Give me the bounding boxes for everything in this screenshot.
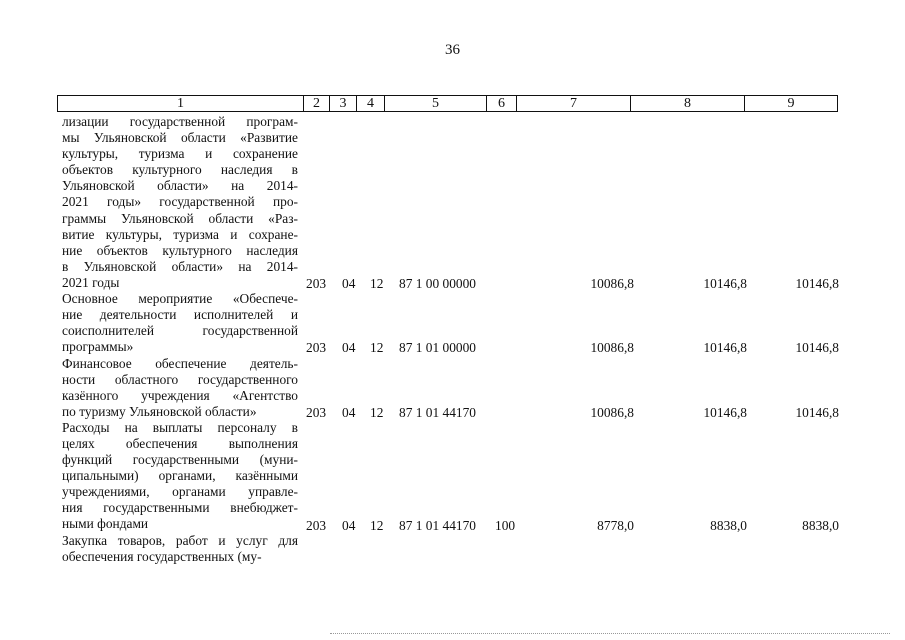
description-line: программы» bbox=[62, 339, 134, 355]
header-cell-4: 4 bbox=[357, 96, 385, 111]
cell-col-3: 04 bbox=[342, 276, 356, 291]
description-line: соисполнителей государственной bbox=[62, 323, 298, 339]
description-line: граммы Ульяновской области «Раз- bbox=[62, 210, 298, 226]
description-line: в Ульяновской области» на 2014- bbox=[62, 258, 298, 274]
description-line: Ульяновской области» на 2014- bbox=[62, 178, 298, 194]
cell-col-9: 8838,0 bbox=[802, 517, 839, 533]
header-cell-6: 6 bbox=[487, 96, 517, 111]
cell-col-2: 203 bbox=[306, 276, 327, 291]
cell-col-9: 10146,8 bbox=[795, 276, 839, 291]
cell-col-7: 10086,8 bbox=[590, 276, 634, 291]
cell-col-4: 12 bbox=[370, 404, 384, 420]
header-cell-5: 5 bbox=[385, 96, 487, 111]
row-description bbox=[62, 533, 298, 565]
description-line: функций государственными (муни- bbox=[62, 452, 298, 468]
description-line: целях обеспечения выполнения bbox=[62, 435, 298, 451]
cell-col-9: 10146,8 bbox=[795, 404, 839, 420]
cell-col-8: 8838,0 bbox=[710, 517, 747, 533]
description-line: Расходы на выплаты персоналу в bbox=[62, 419, 298, 435]
header-cell-8: 8 bbox=[631, 96, 745, 111]
description-line: ными фондами bbox=[62, 516, 149, 532]
description-line: Основное мероприятие «Обеспече- bbox=[62, 291, 298, 307]
description-line: лизации государственной програм- bbox=[62, 114, 298, 129]
cell-col-5: 87 1 01 00000 bbox=[399, 340, 476, 356]
cell-col-7: 10086,8 bbox=[590, 340, 634, 356]
description-line: мы Ульяновской области «Развитие bbox=[62, 130, 298, 146]
cell-col-5: 87 1 01 44170 bbox=[399, 404, 476, 420]
header-cell-1: 1 bbox=[58, 96, 304, 111]
description-line: по туризму Ульяновской области» bbox=[62, 403, 257, 419]
row-description bbox=[62, 420, 298, 533]
description-line: 2021 годы bbox=[62, 274, 120, 290]
cell-col-9: 10146,8 bbox=[795, 340, 839, 356]
cell-col-8: 10146,8 bbox=[703, 404, 747, 420]
description-line: ние деятельности исполнителей и bbox=[62, 307, 298, 323]
cell-col-5: 87 1 00 00000 bbox=[399, 276, 476, 291]
description-line: 2021 годы» государственной про- bbox=[62, 194, 298, 210]
cell-col-6: 100 bbox=[495, 517, 516, 533]
description-line: ние объектов культурного наследия bbox=[62, 242, 298, 258]
cell-col-2: 203 bbox=[306, 517, 327, 533]
header-cell-3: 3 bbox=[330, 96, 357, 111]
header-cell-9: 9 bbox=[787, 96, 795, 111]
header-cell-2: 2 bbox=[304, 96, 330, 111]
cell-col-4: 12 bbox=[370, 276, 384, 291]
cell-col-8: 10146,8 bbox=[703, 276, 747, 291]
cell-col-7: 10086,8 bbox=[590, 404, 634, 420]
cell-col-3: 04 bbox=[342, 340, 356, 356]
description-line: культуры, туризма и сохранение bbox=[62, 146, 298, 162]
cell-col-4: 12 bbox=[370, 517, 384, 533]
scan-artifact bbox=[330, 633, 890, 635]
description-line: ния государственными внебюджет- bbox=[62, 500, 298, 516]
description-line: казённого учреждения «Агентство bbox=[62, 387, 298, 403]
description-line: обеспечения государственных (му- bbox=[62, 548, 262, 564]
cell-col-5: 87 1 01 44170 bbox=[399, 517, 476, 533]
description-line: объектов культурного наследия в bbox=[62, 162, 298, 178]
row-description bbox=[62, 114, 298, 291]
description-line: ности областного государственного bbox=[62, 371, 298, 387]
cell-col-2: 203 bbox=[306, 404, 327, 420]
description-line: витие культуры, туризма и сохране- bbox=[62, 226, 298, 242]
description-line: ципальными) органами, казёнными bbox=[62, 468, 298, 484]
header-cell-7: 7 bbox=[517, 96, 631, 111]
cell-col-3: 04 bbox=[342, 517, 356, 533]
page-number: 36 bbox=[445, 42, 460, 58]
cell-col-8: 10146,8 bbox=[703, 340, 747, 356]
row-description bbox=[62, 291, 298, 355]
cell-col-4: 12 bbox=[370, 340, 384, 356]
row-description bbox=[62, 356, 298, 420]
description-line: учреждениями, органами управле- bbox=[62, 484, 298, 500]
cell-col-7: 8778,0 bbox=[597, 517, 634, 533]
description-line: Закупка товаров, работ и услуг для bbox=[62, 532, 298, 548]
cell-col-3: 04 bbox=[342, 404, 356, 420]
table-header bbox=[57, 95, 838, 112]
cell-col-2: 203 bbox=[306, 340, 327, 356]
description-line: Финансовое обеспечение деятель- bbox=[62, 355, 298, 371]
